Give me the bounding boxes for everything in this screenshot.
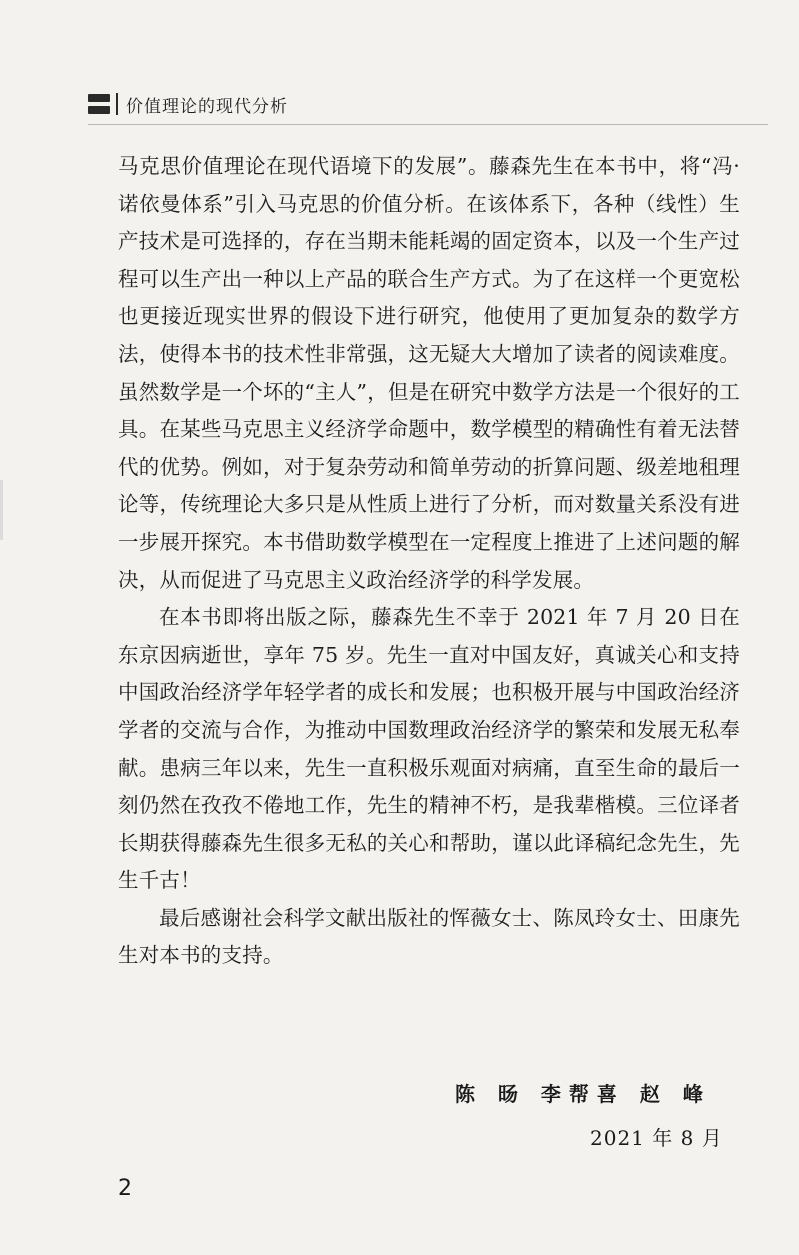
signature-date: 2021 年 8 月 xyxy=(590,1126,723,1150)
page-number: 2 xyxy=(118,1176,132,1201)
running-header xyxy=(88,90,288,118)
paragraph-acknowledgement: 最后感谢社会科学文献出版社的恽薇女士、陈凤玲女士、田康先生对本书的支持。 xyxy=(118,905,740,968)
paragraph-continuation: 马克思价值理论在现代语境下的发展”。藤森先生在本书中，将“冯·诺依曼体系”引入马克思的价值分析。在该体系下，各种（线性）生产技术是可选择的，存在当期未能耗竭的固定资本，以及一个生产过程可以生产出一种以上产品的联合生产方式。为了在这样一个更宽松也更接近现实世界的假设下进行研究，他使用了更加复杂的数学方法，使得本书的技术性非常强，这无疑大大增加了读者的阅读难度。虽然数学是一个坏的“主人”，但是在研究中数学方法是一个很好的工具。在某些马克思主义经济学命题中，数学模型的精确性有着无法替代的优势。例如，对于复杂劳动和简单劳动的折算问题、级差地租理论等，传统理论大多只是从性质上进行了分析，而对数量关系没有进一步展开探究。本书借助数学模型在一定程度上推进了上述问题的解决，从而促进了马克思主义政治经济学的科学发展。 xyxy=(118,154,740,592)
running-header-title: 价值理论的现代分析 xyxy=(126,96,288,117)
header-divider xyxy=(116,93,118,115)
page-edge-mark xyxy=(0,480,3,540)
book-mark-icon xyxy=(88,94,110,114)
translator-signature: 陈 旸 李帮喜 赵 峰 xyxy=(455,1082,711,1106)
header-rule xyxy=(88,124,768,125)
body-text xyxy=(118,148,740,975)
paragraph-memorial: 在本书即将出版之际，藤森先生不幸于 2021 年 7 月 20 日在东京因病逝世，享年 75 岁。先生一直对中国友好，真诚关心和支持中国政治经济学年轻学者的成长和发展；也积极开展与中国政治经济学者的交流与合作，为推动中国数理政治经济学的繁荣和发展无私奉献。患病三年以来，先生一直积极乐观面对病痛，直至生命的最后一刻仍然在孜孜不倦地工作，先生的精神不朽，是我辈楷模。三位译者长期获得藤森先生很多无私的关心和帮助，谨以此译稿纪念先生，先生千古！ xyxy=(118,605,740,893)
